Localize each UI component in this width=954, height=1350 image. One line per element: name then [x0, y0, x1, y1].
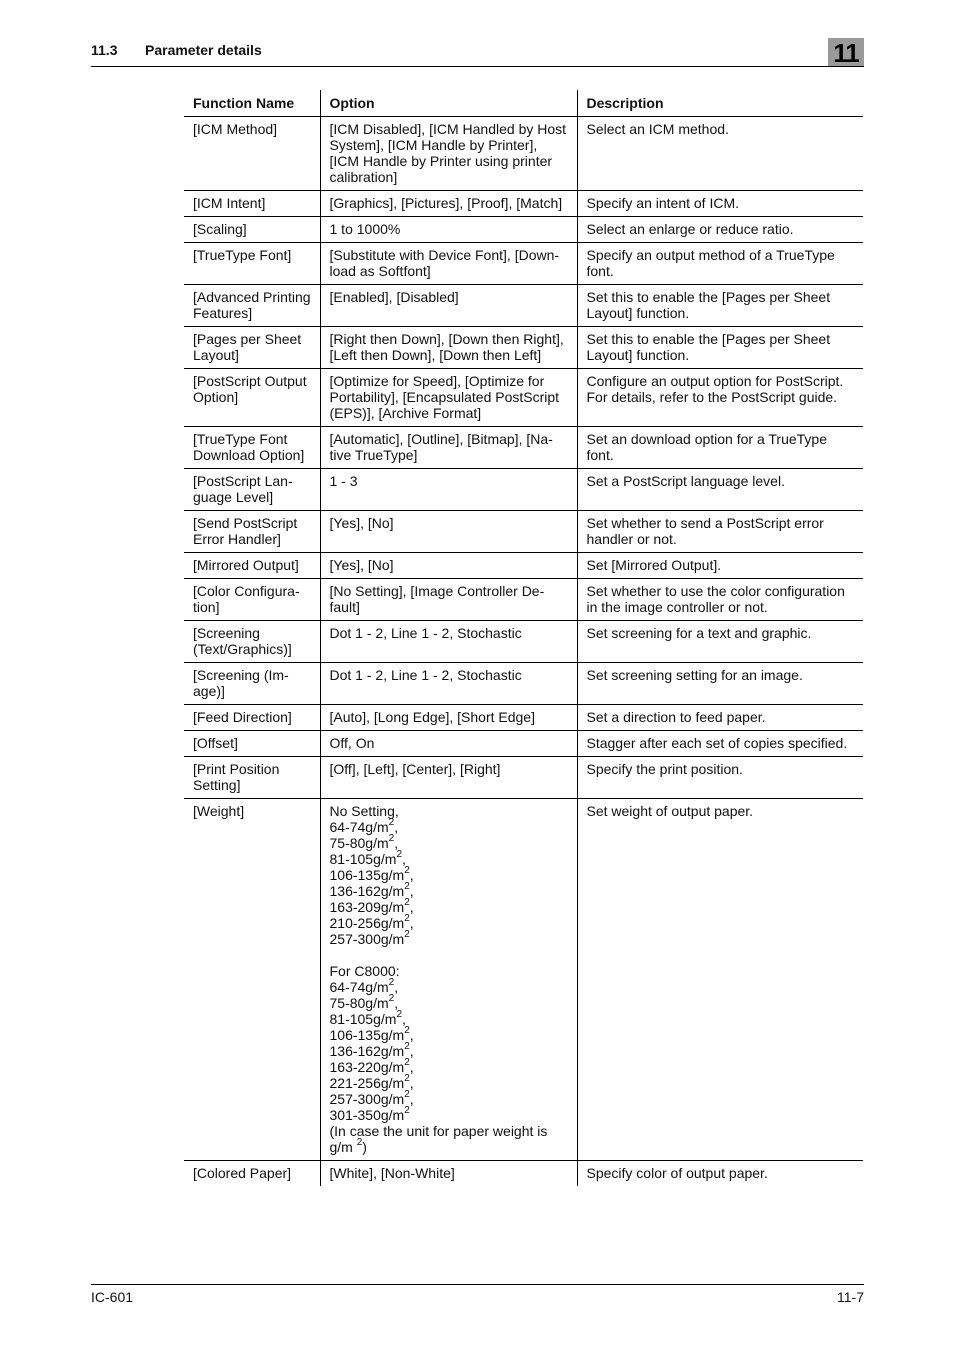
section-number: 11.3 [91, 42, 118, 58]
weight-range: 257-300g/m [329, 1091, 405, 1107]
option-cell: [Off], [Left], [Center], [Right] [320, 757, 577, 799]
table-row [184, 243, 863, 285]
comma: , [409, 1075, 414, 1091]
c8000-label: For C8000: [329, 963, 400, 979]
function-name-cell: [TrueType Font Download Option] [184, 427, 320, 469]
comma: , [409, 1059, 414, 1075]
function-name-cell: [TrueType Font] [184, 243, 320, 285]
comma: , [394, 995, 399, 1011]
function-name-cell: [Print Position Setting] [184, 757, 320, 799]
description-cell: Set weight of output paper. [577, 799, 863, 1161]
function-name-cell: [Send PostScript Error Handler] [184, 511, 320, 553]
function-name-cell: [Offset] [184, 731, 320, 757]
weight-option-no-setting: No Setting, [329, 803, 399, 819]
weight-option-line [330, 979, 569, 995]
description-cell: Set whether to send a PostScript error handler or not. [577, 511, 863, 553]
function-name-cell: [Scaling] [184, 217, 320, 243]
parameter-table [184, 90, 863, 1186]
option-cell: [No Setting], [Image Controller Default] [320, 579, 577, 621]
table-body [184, 117, 863, 1187]
unit-note [330, 1123, 569, 1155]
unit-note-text: (In case the unit for paper weight is g/m [329, 1123, 548, 1155]
description-cell: Set a direction to feed paper. [577, 705, 863, 731]
document-id: IC-601 [91, 1289, 134, 1305]
description-cell: Set whether to use the color configuration in the image controller or not. [577, 579, 863, 621]
weight-option-line [330, 851, 569, 867]
weight-option-line [330, 1043, 569, 1059]
table-row [184, 327, 863, 369]
superscript-2: 2 [404, 1041, 410, 1053]
option-cell: [Graphics], [Pictures], [Proof], [Match] [320, 191, 577, 217]
unit-note-end: ) [362, 1139, 367, 1155]
table-row [184, 285, 863, 327]
weight-range: 136-162g/m [329, 883, 405, 899]
table-row [184, 731, 863, 757]
column-header-option: Option [320, 90, 577, 117]
description-cell: Specify the print position. [577, 757, 863, 799]
superscript-2: 2 [404, 1057, 410, 1069]
description-cell: Set an download option for a TrueType font. [577, 427, 863, 469]
description-cell: Set this to enable the [Pages per Sheet Layout] function. [577, 285, 863, 327]
page-number: 11-7 [837, 1289, 864, 1305]
function-name-cell: [Weight] [184, 799, 320, 1161]
superscript-2: 2 [404, 1073, 410, 1085]
superscript-2: 2 [404, 913, 410, 925]
table-header-row [184, 90, 863, 117]
table-row [184, 553, 863, 579]
weight-range: 64-74g/m [329, 979, 389, 995]
weight-range: 257-300g/m [329, 931, 405, 947]
weight-range: 301-350g/m [329, 1107, 405, 1123]
weight-range: 210-256g/m [329, 915, 405, 931]
function-name-cell: [Colored Paper] [193, 1165, 292, 1181]
description-cell: Set screening for a text and graphic. [577, 621, 863, 663]
function-name-cell: [ICM Intent] [184, 191, 320, 217]
option-cell: Dot 1 - 2, Line 1 - 2, Stochastic [320, 663, 577, 705]
superscript-2: 2 [388, 977, 395, 989]
description-cell: Set screening setting for an image. [577, 663, 863, 705]
description-cell: Set a PostScript language level. [577, 469, 863, 511]
option-cell: [Yes], [No] [320, 553, 577, 579]
weight-range: 163-209g/m [329, 899, 405, 915]
description-cell: Specify an intent of ICM. [577, 191, 863, 217]
table-row [184, 191, 863, 217]
comma: , [402, 851, 406, 867]
option-cell: [White], [Non-White] [320, 1161, 577, 1187]
option-cell: [Auto], [Long Edge], [Short Edge] [320, 705, 577, 731]
comma: , [409, 1027, 414, 1043]
description-cell: Select an ICM method. [577, 117, 863, 191]
column-header-function-name: Function Name [184, 90, 320, 117]
function-name-cell: [PostScript Output Option] [184, 369, 320, 427]
section-title: Parameter details [145, 42, 262, 58]
option-cell: [Optimize for Speed], [Optimize for Portability], [Encapsulated PostScript (EPS)], [Archive Format] [320, 369, 577, 427]
comma: , [409, 899, 414, 915]
superscript-2: 2 [404, 1105, 410, 1117]
weight-range: 75-80g/m [329, 835, 389, 851]
description-cell: Set [Mirrored Output]. [577, 553, 863, 579]
option-cell: [Substitute with Device Font], [Download as Softfont] [320, 243, 577, 285]
weight-option-line [330, 1075, 569, 1091]
table-row [184, 1161, 863, 1187]
table-row [184, 621, 863, 663]
option-cell: 1 - 3 [320, 469, 577, 511]
description-cell: Stagger after each set of copies specified. [577, 731, 863, 757]
table-row [184, 427, 863, 469]
option-cell: [Enabled], [Disabled] [320, 285, 577, 327]
weight-option-line [330, 915, 569, 931]
option-cell: Off, On [320, 731, 577, 757]
weight-option-line [330, 1091, 569, 1107]
page-footer [91, 1284, 864, 1305]
weight-option-line [330, 867, 569, 883]
table-row [184, 705, 863, 731]
option-cell [320, 799, 577, 1161]
table-row [184, 757, 863, 799]
description-cell: Specify an output method of a TrueType font. [577, 243, 863, 285]
option-cell: [Right then Down], [Down then Right], [Left then Down], [Down then Left] [320, 327, 577, 369]
option-cell: [ICM Disabled], [ICM Handled by Host System], [ICM Handle by Printer], [ICM Handle by Printer using printer calibration] [320, 117, 577, 191]
function-name-cell: [Color Configuration] [184, 579, 320, 621]
comma: , [409, 915, 414, 931]
weight-option-line [330, 1107, 569, 1123]
weight-option-line [330, 995, 569, 1011]
superscript-2: 2 [404, 1025, 410, 1037]
weight-option-line [330, 1027, 569, 1043]
superscript-2: 2 [388, 817, 395, 829]
table-row [184, 217, 863, 243]
spacer [330, 947, 569, 963]
weight-option-line [330, 883, 569, 899]
weight-range: 221-256g/m [329, 1075, 405, 1091]
function-name-cell: [Screening (Image)] [184, 663, 320, 705]
function-name-cell: [Pages per Sheet Layout] [184, 327, 320, 369]
description-cell: Specify color of output paper. [577, 1161, 863, 1187]
weight-range: 81-105g/m [329, 1011, 397, 1027]
comma: , [409, 1091, 414, 1107]
superscript-2: 2 [388, 993, 395, 1005]
table-row [184, 369, 863, 427]
column-header-description: Description [577, 90, 863, 117]
function-name-cell: [Advanced Printing Features] [184, 285, 320, 327]
weight-range: 81-105g/m [329, 851, 397, 867]
superscript-2: 2 [356, 1137, 363, 1149]
comma: , [394, 819, 399, 835]
superscript-2: 2 [404, 1089, 410, 1101]
table-row [184, 579, 863, 621]
function-name-cell: [PostScript Language Level] [184, 469, 320, 511]
comma: , [409, 1043, 414, 1059]
function-name-cell: [ICM Method] [184, 117, 320, 191]
superscript-2: 2 [404, 865, 410, 877]
superscript-2: 2 [396, 849, 402, 861]
comma: , [409, 883, 414, 899]
chapter-badge: 11 [828, 38, 864, 66]
description-cell: Select an enlarge or reduce ratio. [577, 217, 863, 243]
comma: , [409, 867, 414, 883]
page-header [91, 40, 864, 67]
function-name-cell: [Screening (Text/Graphics)] [184, 621, 320, 663]
superscript-2: 2 [404, 881, 410, 893]
weight-option-line [330, 1059, 569, 1075]
function-name-cell: [Feed Direction] [184, 705, 320, 731]
table-row-weight [184, 799, 863, 1161]
option-cell: [Automatic], [Outline], [Bitmap], [Native TrueType] [320, 427, 577, 469]
weight-option-line [330, 1011, 569, 1027]
description-cell: Configure an output option for PostScript. For details, refer to the PostScript guide. [577, 369, 863, 427]
comma: , [402, 1011, 406, 1027]
weight-range: 136-162g/m [329, 1043, 405, 1059]
superscript-2: 2 [404, 897, 410, 909]
function-name-cell: [Mirrored Output] [184, 553, 320, 579]
option-cell: [Yes], [No] [320, 511, 577, 553]
weight-range: 163-220g/m [329, 1059, 405, 1075]
weight-option-line [330, 835, 569, 851]
comma: , [394, 979, 399, 995]
weight-range: 106-135g/m [329, 1027, 405, 1043]
weight-option-line [330, 931, 569, 947]
table-row [184, 511, 863, 553]
superscript-2: 2 [404, 929, 410, 941]
option-cell: 1 to 1000% [320, 217, 577, 243]
option-cell: Dot 1 - 2, Line 1 - 2, Stochastic [320, 621, 577, 663]
weight-range: 64-74g/m [329, 819, 389, 835]
superscript-2: 2 [388, 833, 395, 845]
comma: , [394, 835, 399, 851]
table-row [184, 469, 863, 511]
weight-range: 75-80g/m [329, 995, 389, 1011]
weight-option-line [330, 819, 569, 835]
superscript-2: 2 [396, 1009, 402, 1021]
description-cell: Set this to enable the [Pages per Sheet Layout] function. [577, 327, 863, 369]
weight-range: 106-135g/m [329, 867, 405, 883]
table-row [184, 117, 863, 191]
weight-option-line [330, 899, 569, 915]
table-row [184, 663, 863, 705]
